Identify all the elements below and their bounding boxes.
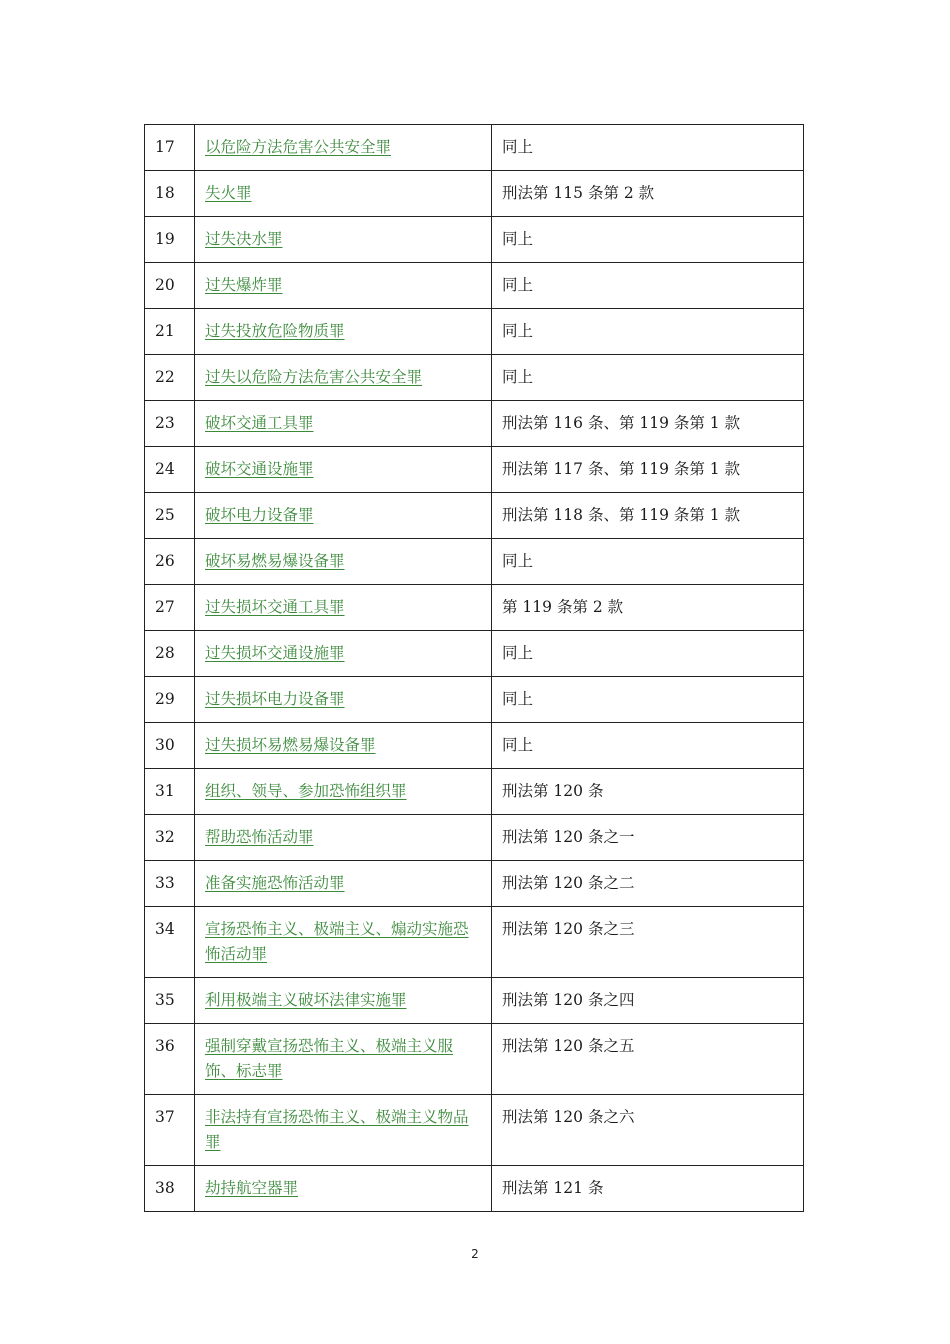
crime-name-link[interactable]: 过失爆炸罪: [205, 276, 283, 294]
row-number: 29: [145, 677, 195, 723]
crime-name-cell: [195, 1166, 492, 1212]
law-article: 刑法第 120 条之五: [492, 1024, 804, 1095]
row-number: 35: [145, 978, 195, 1024]
crime-name-link[interactable]: 过失损坏易燃易爆设备罪: [205, 736, 376, 754]
law-article: 同上: [492, 217, 804, 263]
law-article: 刑法第 120 条之六: [492, 1095, 804, 1166]
crime-name-link[interactable]: 过失损坏交通设施罪: [205, 644, 345, 662]
row-number: 30: [145, 723, 195, 769]
law-article: 第 119 条第 2 款: [492, 585, 804, 631]
law-article: 同上: [492, 263, 804, 309]
crime-name-cell: [195, 1095, 492, 1166]
row-number: 19: [145, 217, 195, 263]
crime-name-link[interactable]: 劫持航空器罪: [205, 1179, 299, 1197]
law-article: 刑法第 118 条、第 119 条第 1 款: [492, 493, 804, 539]
row-number: 34: [145, 907, 195, 978]
law-article: 同上: [492, 677, 804, 723]
law-article: 刑法第 120 条之三: [492, 907, 804, 978]
crime-name-cell: [195, 861, 492, 907]
crime-name-cell: [195, 1024, 492, 1095]
law-article: 刑法第 120 条: [492, 769, 804, 815]
table-row: [145, 631, 804, 677]
crime-name-link[interactable]: 非法持有宣扬恐怖主义、极端主义物品罪: [205, 1108, 469, 1151]
table-row: [145, 401, 804, 447]
crime-name-cell: [195, 309, 492, 355]
table-row: [145, 1024, 804, 1095]
crime-name-cell: [195, 677, 492, 723]
crime-name-cell: [195, 631, 492, 677]
crime-name-cell: [195, 769, 492, 815]
crime-name-link[interactable]: 组织、领导、参加恐怖组织罪: [205, 782, 407, 800]
row-number: 32: [145, 815, 195, 861]
table-row: [145, 861, 804, 907]
crime-name-link[interactable]: 准备实施恐怖活动罪: [205, 874, 345, 892]
law-article: 刑法第 115 条第 2 款: [492, 171, 804, 217]
table-row: [145, 677, 804, 723]
row-number: 33: [145, 861, 195, 907]
crime-name-link[interactable]: 过失以危险方法危害公共安全罪: [205, 368, 423, 386]
crime-name-link[interactable]: 破坏交通设施罪: [205, 460, 314, 478]
law-article: 同上: [492, 631, 804, 677]
row-number: 21: [145, 309, 195, 355]
table-row: [145, 447, 804, 493]
row-number: 27: [145, 585, 195, 631]
page-number: 2: [471, 1247, 479, 1261]
table-row: [145, 309, 804, 355]
row-number: 20: [145, 263, 195, 309]
law-article: 刑法第 120 条之四: [492, 978, 804, 1024]
law-article: 同上: [492, 125, 804, 171]
table-row: [145, 585, 804, 631]
crime-name-cell: [195, 171, 492, 217]
crime-name-cell: [195, 585, 492, 631]
table-row: [145, 263, 804, 309]
row-number: 18: [145, 171, 195, 217]
crime-name-cell: [195, 539, 492, 585]
crime-name-link[interactable]: 以危险方法危害公共安全罪: [205, 138, 392, 156]
row-number: 25: [145, 493, 195, 539]
crime-name-cell: [195, 907, 492, 978]
table-row: [145, 978, 804, 1024]
law-article: 刑法第 116 条、第 119 条第 1 款: [492, 401, 804, 447]
row-number: 31: [145, 769, 195, 815]
crime-name-cell: [195, 355, 492, 401]
crime-name-link[interactable]: 失火罪: [205, 184, 252, 202]
table-row: [145, 907, 804, 978]
law-article: 同上: [492, 723, 804, 769]
crime-name-cell: [195, 125, 492, 171]
table-row: [145, 171, 804, 217]
crime-name-cell: [195, 447, 492, 493]
row-number: 28: [145, 631, 195, 677]
law-article: 刑法第 120 条之一: [492, 815, 804, 861]
crime-name-link[interactable]: 过失投放危险物质罪: [205, 322, 345, 340]
table-row: [145, 723, 804, 769]
crime-name-link[interactable]: 破坏易燃易爆设备罪: [205, 552, 345, 570]
law-article: 刑法第 117 条、第 119 条第 1 款: [492, 447, 804, 493]
crime-name-cell: [195, 401, 492, 447]
crime-name-link[interactable]: 宣扬恐怖主义、极端主义、煽动实施恐怖活动罪: [205, 920, 469, 963]
crime-name-cell: [195, 493, 492, 539]
row-number: 26: [145, 539, 195, 585]
table-row: [145, 493, 804, 539]
law-article: 同上: [492, 355, 804, 401]
table-row: [145, 815, 804, 861]
crime-name-link[interactable]: 过失损坏交通工具罪: [205, 598, 345, 616]
crime-name-link[interactable]: 破坏交通工具罪: [205, 414, 314, 432]
crime-name-cell: [195, 815, 492, 861]
table-row: [145, 125, 804, 171]
crime-name-cell: [195, 978, 492, 1024]
crime-name-cell: [195, 217, 492, 263]
row-number: 17: [145, 125, 195, 171]
law-article: 刑法第 120 条之二: [492, 861, 804, 907]
law-article: 同上: [492, 539, 804, 585]
table-row: [145, 1095, 804, 1166]
table-row: [145, 539, 804, 585]
row-number: 37: [145, 1095, 195, 1166]
crime-name-link[interactable]: 破坏电力设备罪: [205, 506, 314, 524]
table-row: [145, 217, 804, 263]
table-row: [145, 769, 804, 815]
crime-name-link[interactable]: 过失决水罪: [205, 230, 283, 248]
row-number: 38: [145, 1166, 195, 1212]
law-article: 刑法第 121 条: [492, 1166, 804, 1212]
crime-name-link[interactable]: 利用极端主义破坏法律实施罪: [205, 991, 407, 1009]
crime-name-link[interactable]: 帮助恐怖活动罪: [205, 828, 314, 846]
crime-name-link[interactable]: 过失损坏电力设备罪: [205, 690, 345, 708]
table-row: [145, 355, 804, 401]
table-row: [145, 1166, 804, 1212]
row-number: 24: [145, 447, 195, 493]
row-number: 23: [145, 401, 195, 447]
row-number: 22: [145, 355, 195, 401]
crime-name-cell: [195, 263, 492, 309]
crime-table-body: [145, 125, 804, 1212]
crime-name-cell: [195, 723, 492, 769]
crime-name-link[interactable]: 强制穿戴宣扬恐怖主义、极端主义服饰、标志罪: [205, 1037, 454, 1080]
row-number: 36: [145, 1024, 195, 1095]
law-article: 同上: [492, 309, 804, 355]
crime-table: [144, 124, 804, 1212]
